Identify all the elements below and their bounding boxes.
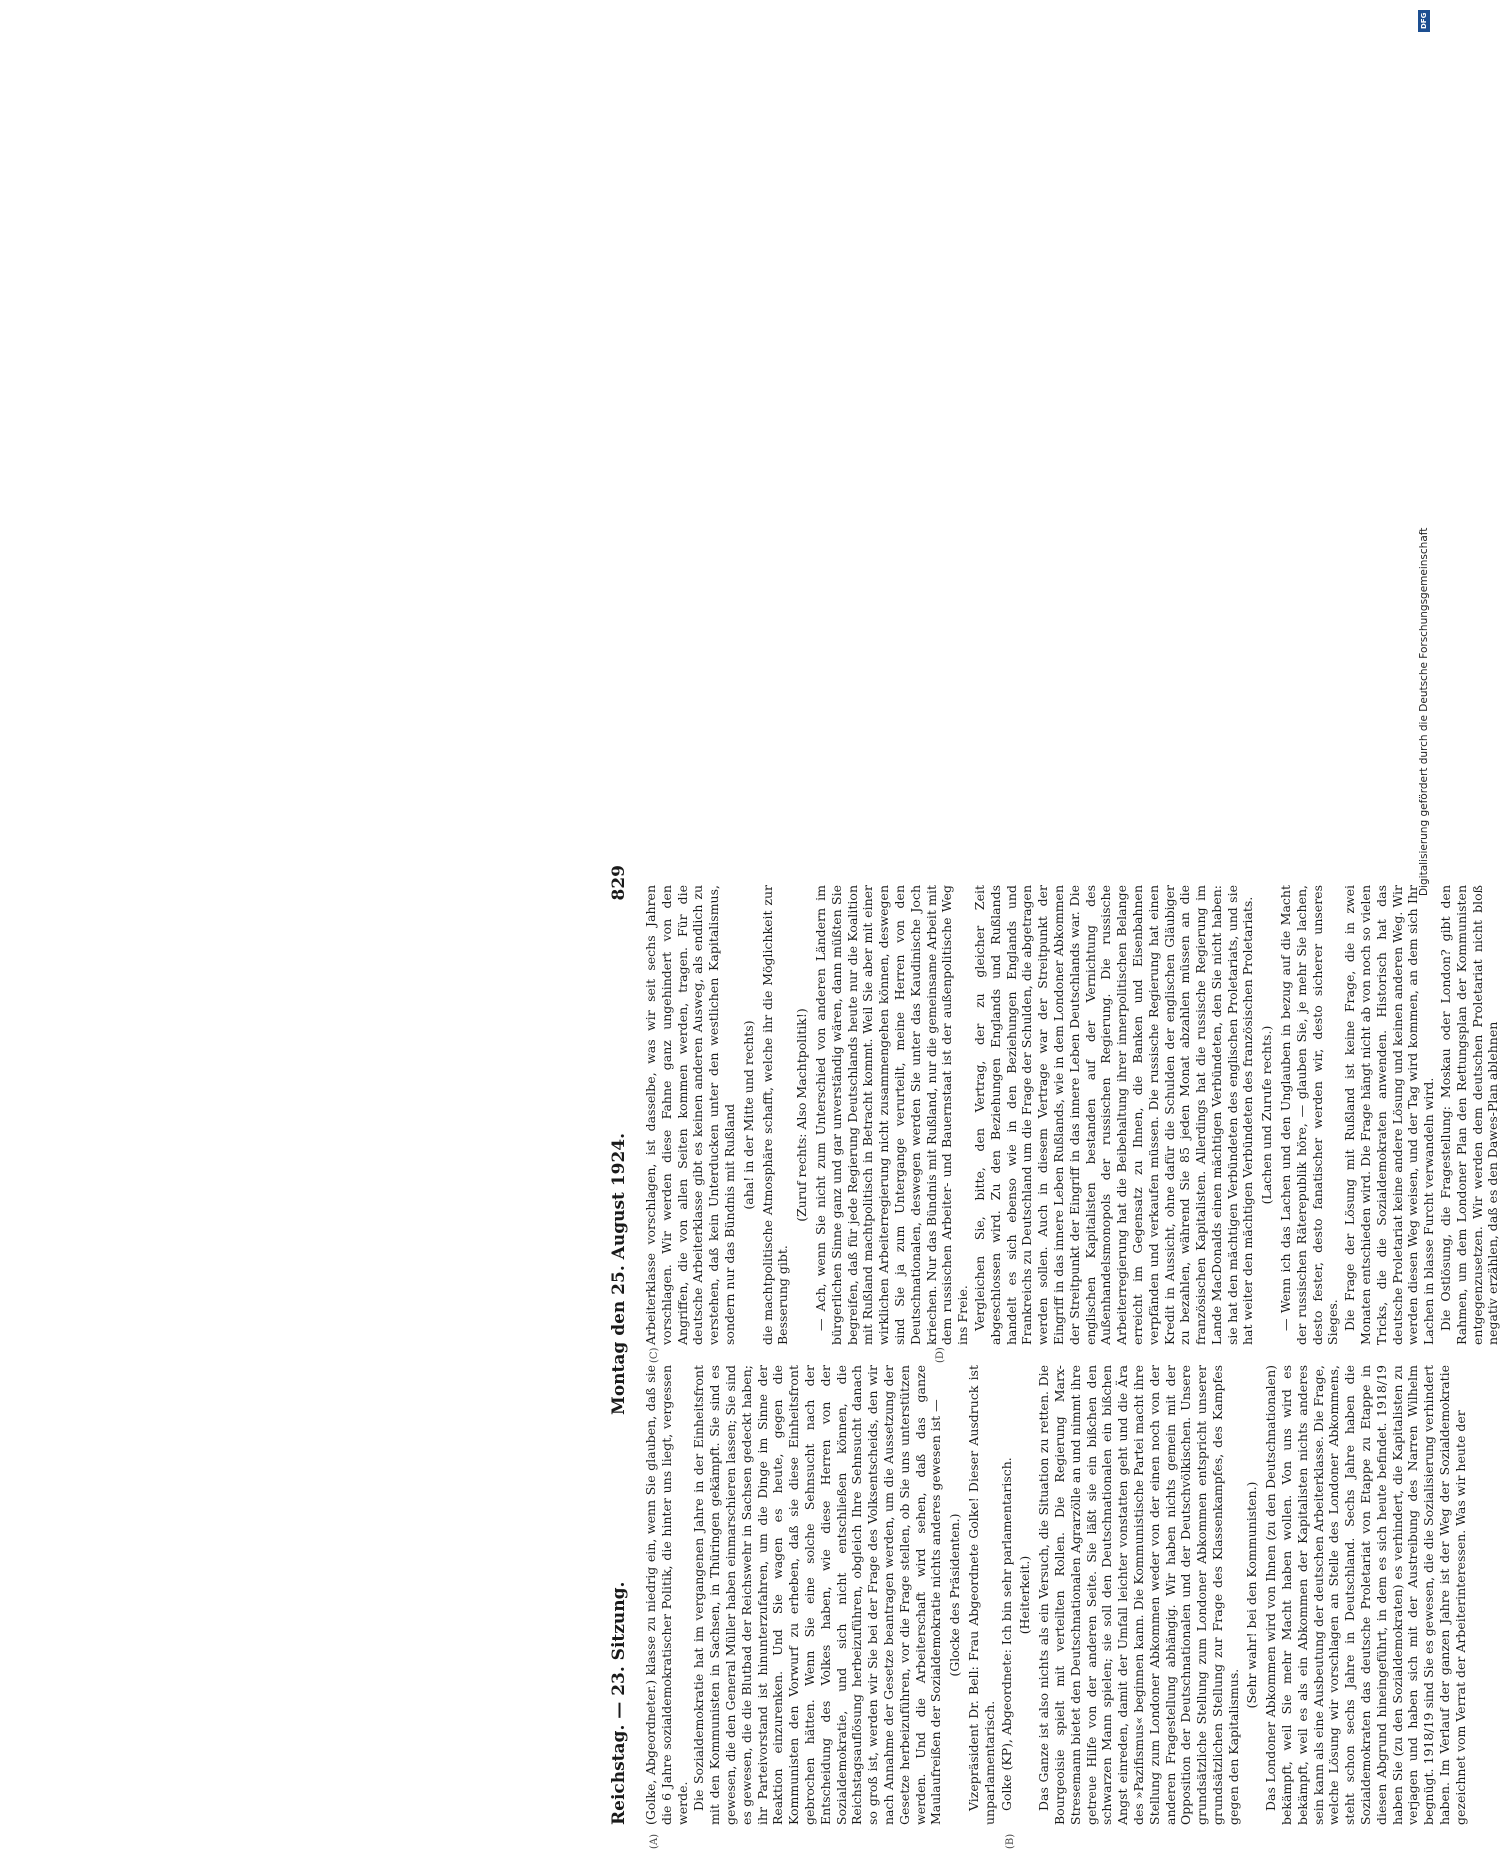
- paragraph: — Ach, wenn Sie nicht zum Unterschied von anderen Ländern im bürgerlichen Sinne ganz und gar unverständig wären, dann müßten Sie begreifen, daß für jede Regierung Deutschlands heute nur die Koalition mit Rußland machtpolitisch in Betracht kommt. Weil Sie aber mit einer wirklichen Arbeiterregierung nicht zusammengehen können, deswegen sind Sie ja zum Untergange verurteilt, meine Herren von den Deutschnationalen, deswegen werden Sie unter das Kaudinische Joch kriechen. Nur das Bündnis mit Rußland, nur die gemeinsame Arbeit mit dem russischen Arbeiter- und Bauernstaat ist der außenpolitische Weg ins Freie.: [812, 885, 971, 1345]
- paragraph: Arbeiterklasse vorschlagen, ist dasselbe, was wir seit sechs Jahren vorschlagen. Wir werden diese Fahne ganz ungehindert von den Angriffen, die von allen Seiten kommen werden, tragen. Für die deutsche Arbeiterklasse gibt es keinen anderen Ausweg, als endlich zu verstehen, daß kein Unterducken unter den westlichen Kapitalismus, sondern nur das Bündnis mit Rußland: [643, 885, 737, 1345]
- paragraph: (Sehr wahr! bei den Kommunisten.): [1244, 1481, 1260, 1709]
- paragraph: (Golke, Abgeordneter.) klasse zu niedrig ein, wenn Sie glauben, daß sie die 6 Jahre sozialdemokratischer Politik, die hinter uns liegt, vergessen werde.: [643, 1365, 690, 1825]
- paragraph: (Glocke des Präsidenten.): [947, 1513, 963, 1677]
- text-column-right: [643, 885, 1501, 1345]
- paragraph: die machtpolitische Atmosphäre schafft, welche ihr die Möglichkeit zur Besserung gibt.: [759, 885, 791, 1345]
- paragraph: (Zuruf rechts: Also Machtpolitik!): [794, 1008, 810, 1222]
- dfg-logo: DFG: [1418, 10, 1430, 32]
- margin-mark-b: (B): [1005, 1833, 1016, 1849]
- document-page: [605, 855, 1501, 1855]
- paragraph: — Wenn ich das Lachen und den Unglauben in bezug auf die Macht der russischen Räterepublik höre, — glauben Sie, je mehr Sie lachen, desto fester, desto fanatischer werden wir, desto sicherer unseres Sieges.: [1278, 885, 1341, 1345]
- paragraph: Die Ostlösung, die Fragestellung: Moskau oder London? gibt den Rahmen, um dem Londoner Plan den Rettungsplan der Kommunisten entgegenzusetzen. Wir werden dem deutschen Proletariat nicht bloß negativ erzählen, daß es den Dawes-Plan ablehnen: [1438, 885, 1501, 1345]
- paragraph: Die Frage der Lösung mit Rußland ist keine Frage, die in zwei Monaten entschieden wird. Die Frage hängt nicht ab von noch so vielen Tricks, die die Sozialdemokraten anwenden. Historisch hat das deutsche Proletariat keine andere Lösung und keinen anderen Weg. Wir werden diesen Weg weisen, und der Tag wird kommen, an dem sich Ihr Lachen in blasse Furcht verwandeln wird.: [1342, 885, 1437, 1345]
- paragraph: (Lachen und Zurufe rechts.): [1259, 1025, 1275, 1205]
- text-column-left: [643, 1365, 1468, 1825]
- paragraph: Golke (KP), Abgeordnete: Ich bin sehr parlamentarisch.: [998, 1457, 1014, 1811]
- margin-mark-a: (A): [649, 1833, 660, 1849]
- digitization-credit: Digitalisierung gefördert durch die Deutsche Forschungsgemeinschaft: [1418, 527, 1430, 896]
- paragraph: (Heiterkeit.): [1017, 1555, 1033, 1635]
- paragraph: Das Ganze ist also nichts als ein Versuch, die Situation zu retten. Die Bourgeoisie spielt mit verteilten Rollen. Die Regierung Marx-Stresemann bietet den Deutschnationalen Agrarzölle an und nimmt ihre getreue Hilfe von der anderen Seite. Sie läßt sie ein bißchen den schwarzen Mann spielen; sie soll den Deutschnationalen ein bißchen Angst einreden, damit der Umfall leichter vonstatten geht und die Ära des »Pazifismus« beginnen kann. Die Kommunistische Partei macht ihre Stellung zum Londoner Abkommen weder von der einen noch von der anderen Fragestellung abhängig. Wir haben nichts gemein mit der Opposition der Deutschnationalen und der Deutschvölkischen. Unsere grundsätzliche Stellung zum Londoner Abkommen entspricht unserer grundsätzlichen Stellung zur Frage des Klassenkampfes, des Kampfes gegen den Kapitalismus.: [1036, 1365, 1241, 1825]
- paragraph: Das Londoner Abkommen wird von Ihnen (zu den Deutschnationalen) bekämpft, weil Sie mehr Macht haben wollen. Von uns wird es bekämpft, weil es als ein Abkommen der Kapitalisten nichts anderes sein kann als eine Ausbeutung der deutschen Arbeiterklasse. Die Frage, welche Lösung wir vorschlagen an Stelle des Londoner Abkommens, steht schon sechs Jahre in Deutschland. Sechs Jahre haben die Sozialdemokraten das deutsche Proletariat von Etappe zu Etappe in diesen Abgrund hineingeführt, in dem es sich heute befindet. 1918/19 haben Sie (zu den Sozialdemokraten) es verhindert, die Kapitalisten zu verjagen und haben sich mit der Austreibung des Narren Wilhelm begnügt. 1918/19 sind Sie es gewesen, die die Sozialisierung verhindert haben. Im Verlauf der ganzen Jahre ist der Weg der Sozialdemokratie gezeichnet vom Verrat der Arbeiterinteressen. Was wir heute der: [1263, 1365, 1468, 1825]
- margin-mark-c: (C): [649, 1347, 660, 1363]
- paragraph: Vizepräsident Dr. Bell: Frau Abgeordnete Golke! Dieser Ausdruck ist unparlamentarisch.: [965, 1365, 997, 1825]
- header-left: Reichstag. — 23. Sitzung.: [609, 1581, 629, 1825]
- page-number: 829: [609, 865, 629, 901]
- paragraph: Die Sozialdemokratie hat im vergangenen Jahre in der Einheitsfront mit den Kommunisten in Sachsen, in Thüringen gekämpft. Sie sind es gewesen, die den General Müller haben einmarschieren lassen; Sie sind es gewesen, die die Blutbad der Reichswehr in Sachsen gedeckt haben; ihr Parteivorstand ist hinunterzufahren, um die Dinge im Sinne der Reaktion einzurenken. Und Sie wagen es heute, gegen die Kommunisten den Vorwurf zu erheben, daß sie diese Einheitsfront gebrochen hätten. Wenn Sie eine solche Sehnsucht nach der Entscheidung des Volkes haben, wie diese Herren von der Sozialdemokratie, und sich nicht entschließen können, die Reichstagsauflösung herbeizuführen, obgleich Ihre Sehnsucht danach so groß ist, werden wir Sie bei der Frage des Volksentscheids, den wir nach Annahme der Gesetze beantragen werden, um die Aussetzung der Gesetze herbeizuführen, vor die Frage stellen, ob Sie uns unterstützen werden. Und die Arbeiterschaft wird sehen, daß das ganze Maulaufreißen der Sozialdemokratie nichts anderes gewesen ist —: [691, 1365, 944, 1825]
- page-header: [605, 855, 633, 1855]
- margin-mark-d: (D): [935, 1347, 946, 1363]
- header-date: Montag den 25. August 1924.: [609, 1132, 629, 1415]
- paragraph: (aha! in der Mitte und rechts): [740, 1020, 756, 1210]
- paragraph: Vergleichen Sie, bitte, den Vertrag, der zu gleicher Zeit abgeschlossen wird. Zu den Beziehungen Englands und Rußlands handelt es sich ebenso wie in den Beziehungen Englands und Frankreichs zu Deutschland um die Frage der Schulden, die abgetragen werden sollen. Auch in diesem Vertrage war der Streitpunkt der Eingriff in das innere Leben Rußlands, wie in dem Londoner Abkommen der Streitpunkt der Eingriff in das innere Leben Deutschlands war. Die englischen Kapitalisten bestanden auf der Vernichtung des Außenhandelsmonopols der russischen Regierung. Die russische Arbeiterregierung hat die Beibehaltung ihrer innerpolitischen Belange erreicht im Gegensatz zu Ihnen, die Banken und Eisenbahnen verpfänden und verkaufen müssen. Die russische Regierung hat einen Kredit in Aussicht, ohne dafür die Schulden der englischen Gläubiger zu bezahlen, während Sie 85 jeden Monat abzahlen müssen an die französischen Kapitalisten. Allerdings hat die russische Regierung im Lande MacDonalds einen mächtigen Verbündeten, den Sie nicht haben: sie hat den mächtigen Verbündeten des englischen Proletariats, und sie hat weiter den mächtigen Verbündeten des französischen Proletariats.: [971, 885, 1256, 1345]
